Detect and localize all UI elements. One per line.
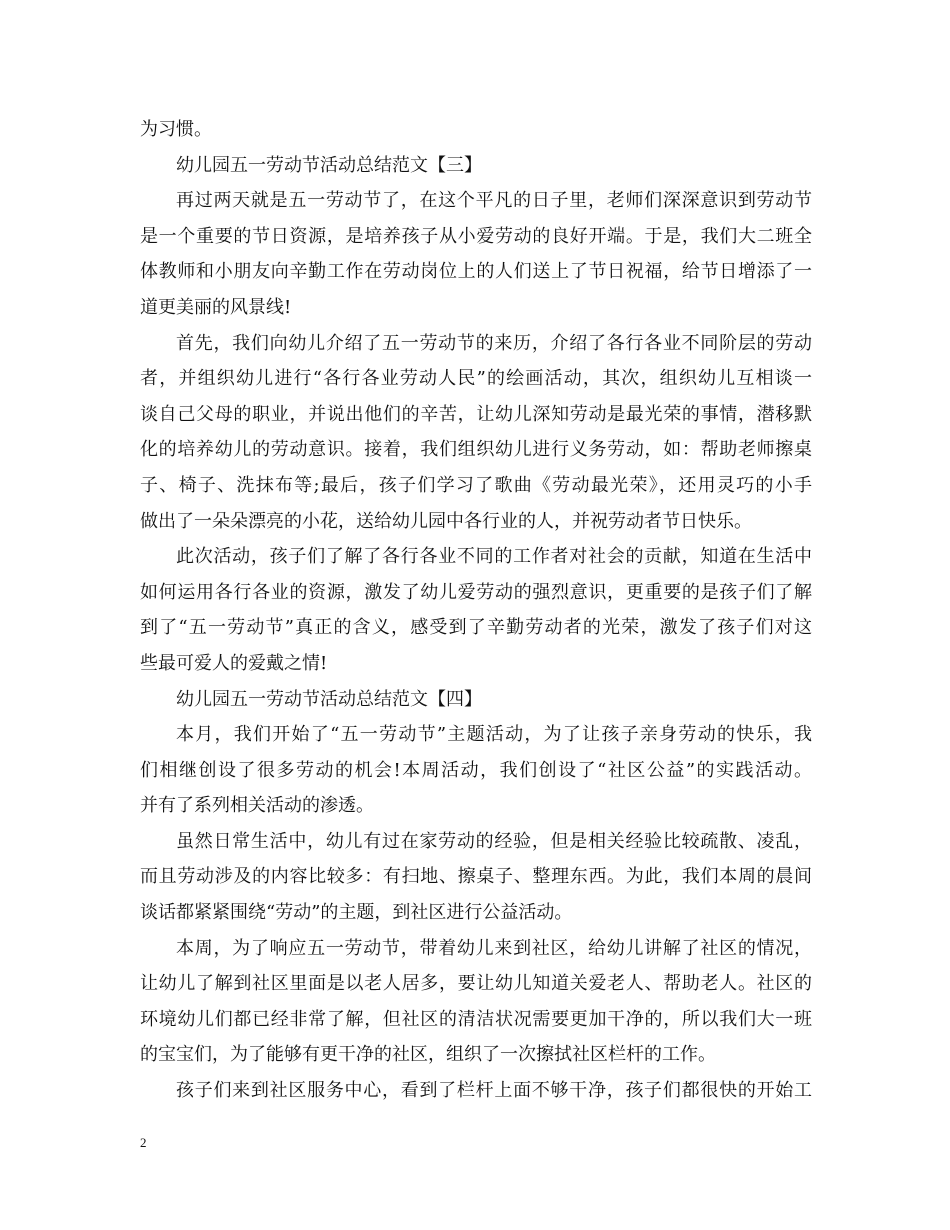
- text-line: 此次活动，孩子们了解了各行各业不同的工作者对社会的贡献，知道在生活中: [176, 546, 812, 568]
- text-line: 而且劳动涉及的内容比较多：有扫地、擦桌子、整理东西。为此，我们本周的晨间: [140, 866, 812, 888]
- text-line: 本月，我们开始了“五一劳动节”主题活动，为了让孩子亲身劳动的快乐，我: [176, 724, 812, 746]
- text-line: 者，并组织幼儿进行“各行各业劳动人民”的绘画活动，其次，组织幼儿互相谈一: [140, 368, 812, 390]
- text-line: 本周，为了响应五一劳动节，带着幼儿来到社区，给幼儿讲解了社区的情况，: [176, 937, 812, 959]
- page-number: 2: [140, 1135, 147, 1150]
- text-line: 的宝宝们，为了能够有更干净的社区，组织了一次擦拭社区栏杆的工作。: [140, 1044, 716, 1066]
- text-line: 子、椅子、洗抹布等;最后，孩子们学习了歌曲《劳动最光荣》，还用灵巧的小手: [140, 474, 812, 496]
- text-line: 再过两天就是五一劳动节了，在这个平凡的日子里，老师们深深意识到劳动节: [176, 190, 812, 212]
- text-line: 孩子们来到社区服务中心，看到了栏杆上面不够干净，孩子们都很快的开始工: [176, 1080, 812, 1102]
- text-line: 到了“五一劳动节”真正的含义，感受到了辛勤劳动者的光荣，激发了孩子们对这: [140, 617, 812, 639]
- text-line: 化的培养幼儿的劳动意识。接着，我们组织幼儿进行义务劳动，如：帮助老师擦桌: [140, 439, 812, 461]
- text-line: 为习惯。: [140, 119, 212, 140]
- text-line: 谈自己父母的职业，并说出他们的辛苦，让幼儿深知劳动是最光荣的事情，潜移默: [140, 403, 812, 425]
- text-line: 些最可爱人的爱戴之情!: [140, 652, 328, 674]
- text-line: 是一个重要的节日资源，是培养孩子从小爱劳动的良好开端。于是，我们大二班全: [140, 225, 812, 247]
- text-line: 们相继创设了很多劳动的机会!本周活动，我们创设了“社区公益”的实践活动。: [140, 759, 812, 781]
- text-line: 让幼儿了解到社区里面是以老人居多，要让幼儿知道关爱老人、帮助老人。社区的: [140, 973, 812, 995]
- text-line: 幼儿园五一劳动节活动总结范文【四】: [176, 688, 482, 710]
- text-line: 首先，我们向幼儿介绍了五一劳动节的来历，介绍了各行各业不同阶层的劳动: [176, 332, 812, 354]
- text-line: 虽然日常生活中，幼儿有过在家劳动的经验，但是相关经验比较疏散、凌乱，: [176, 830, 812, 852]
- text-line: 谈话都紧紧围绕“劳动”的主题，到社区进行公益活动。: [140, 902, 573, 924]
- text-line: 做出了一朵朵漂亮的小花，送给幼儿园中各行业的人，并祝劳动者节日快乐。: [140, 510, 752, 532]
- text-line: 体教师和小朋友向辛勤工作在劳动岗位上的人们送上了节日祝福，给节日增添了一: [140, 261, 812, 283]
- text-line: 如何运用各行各业的资源，激发了幼儿爱劳动的强烈意识，更重要的是孩子们了解: [140, 581, 812, 603]
- text-line: 道更美丽的风景线!: [140, 296, 292, 318]
- text-line: 幼儿园五一劳动节活动总结范文【三】: [176, 154, 482, 176]
- document-body: [140, 112, 812, 1109]
- text-line: 并有了系列相关活动的渗透。: [140, 795, 374, 817]
- text-line: 环境幼儿们都已经非常了解，但社区的清洁状况需要更加干净的，所以我们大一班: [140, 1008, 812, 1030]
